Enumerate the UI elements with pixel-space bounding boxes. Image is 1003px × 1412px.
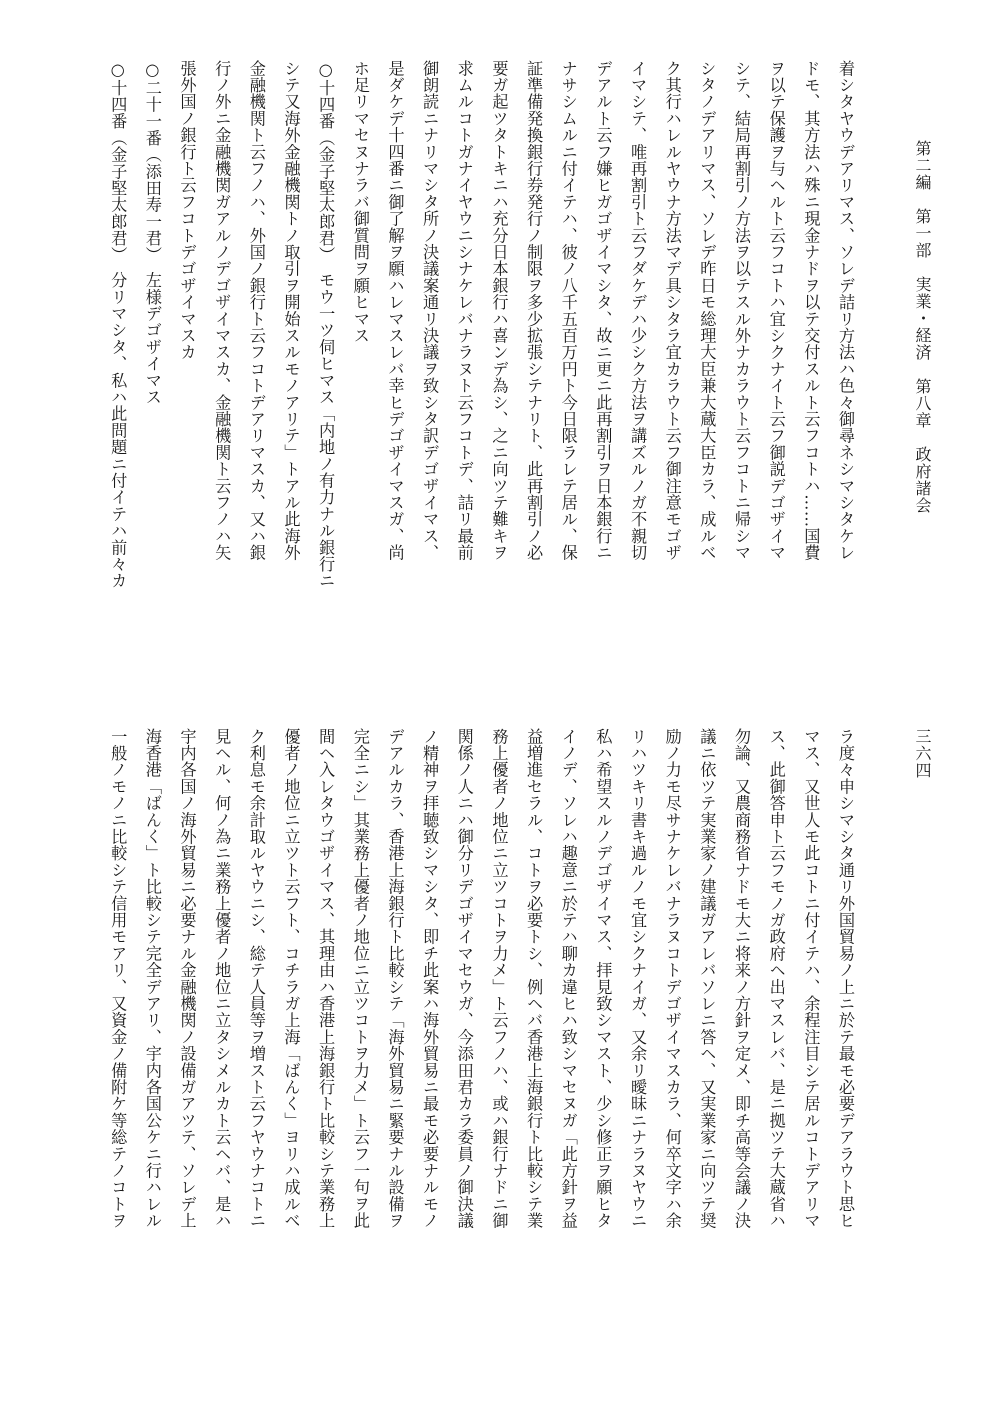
text-column: 勿論、又農商務省ナドモ大ニ将来ノ方針ヲ定メ、即チ高等会議ノ決 xyxy=(732,728,752,1229)
page-number: 三六四 xyxy=(913,728,932,779)
text-column: シテ、結局再割引ノ方法ヲ以テスル外ナカラウト云フコトニ帰シマ xyxy=(732,60,752,561)
speaker-line: ○十四番（金子堅太郎君） 分リマシタ、私ハ此問題ニ付イテハ前々カ xyxy=(108,60,128,590)
text-column: 間ヘ入レタウゴザイマス、其理由ハ香港上海銀行ト比較シテ業務上 xyxy=(316,728,336,1229)
text-column: 私ハ希望スルノデゴザイマス、拝見致シマスト、少シ修正ヲ願ヒタ xyxy=(593,728,613,1229)
text-column: デアルカラ、香港上海銀行ト比較シテ「海外貿易ニ緊要ナル設備ヲ xyxy=(385,728,405,1229)
text-column: ス、此御答申ト云フモノガ政府ヘ出マスレバ、是ニ拠ツテ大蔵省ハ xyxy=(766,728,786,1229)
text-column: 議ニ依ツテ実業家ノ建議ガアレバソレニ答ヘ、又実業家ニ向ツテ奨 xyxy=(697,728,717,1229)
text-column: 証準備発換銀行券発行ノ制限ヲ多少拡張シテナリト、此再割引ノ必 xyxy=(524,60,544,561)
text-column: 要ガ起ツタトキニハ充分日本銀行ハ喜ンデ為シ、之ニ向ツテ難キヲ xyxy=(489,60,509,561)
text-column: 務上優者ノ地位ニ立ツコトヲ力メ」ト云フノハ、或ハ銀行ナドニ御 xyxy=(489,728,509,1229)
text-column: ドモ、其方法ハ殊ニ現金ナドヲ以テ交付スルト云フコトハ……国費 xyxy=(801,60,821,561)
speaker-line: ○十四番（金子堅太郎君） モウ一ツ伺ヒマス「内地ノ有力ナル銀行ニ xyxy=(316,60,336,590)
text-column: 宇内各国ノ海外貿易ニ必要ナル金融機関ノ設備ガアツテ、ソレデ上 xyxy=(177,728,197,1229)
text-column: ク利息モ余計取ルヤウニシ、総テ人員等ヲ増スト云フヤウナコトニ xyxy=(246,728,266,1229)
lower-text-block xyxy=(72,728,862,1348)
text-column: 行ノ外ニ金融機関ガアルノデゴザイマスカ、金融機関ト云フノハ矢 xyxy=(212,60,232,561)
text-column: ホ足リマセヌナラバ御質問ヲ願ヒマス xyxy=(350,60,370,344)
text-column: 一般ノモノニ比較シテ信用モアリ、又資金ノ備附ケ等総テノコトヲ xyxy=(108,728,128,1229)
upper-text-block xyxy=(72,60,862,680)
text-column: ノ精神ヲ拝聴致シマシタ、即チ此案ハ海外貿易ニ最モ必要ナルモノ xyxy=(420,728,440,1229)
text-column: 張外国ノ銀行ト云フコトデゴザイマスカ xyxy=(177,60,197,361)
text-column: マス、又世人モ此コトニ付イテハ、余程注目シテ居ルコトデアリマ xyxy=(801,728,821,1229)
text-column: 益増進セラル、コトヲ必要トシ、例ヘバ香港上海銀行ト比較シテ業 xyxy=(524,728,544,1229)
text-column: リハツキリ書キ過ルノモ宜シクナイガ、又余リ曖昧ニナラヌヤウニ xyxy=(628,728,648,1229)
text-column: シタノデアリマス、ソレデ昨日モ総理大臣兼大蔵大臣カラ、成ルベ xyxy=(697,60,717,561)
text-column: 関係ノ人ニハ御分リデゴザイマセウガ、今添田君カラ委員ノ御決議 xyxy=(454,728,474,1229)
text-column: 海香港「ばんく」ト比較シテ完全デアリ、宇内各国公ケニ行ハレル xyxy=(142,728,162,1229)
text-column: イノデ、ソレハ趣意ニ於テハ聊カ違ヒハ致シマセヌガ「此方針ヲ益 xyxy=(558,728,578,1229)
text-column: 優者ノ地位ニ立ツト云フト、コチラガ上海「ばんく」ヨリハ成ルベ xyxy=(281,728,301,1229)
text-column: ヲ以テ保護ヲ与ヘルト云フコトハ宜シクナイト云フ御説デゴザイマ xyxy=(766,60,786,561)
text-column: 見ヘル、何ノ為ニ業務上優者ノ地位ニ立タシメルカト云ヘバ、是ハ xyxy=(212,728,232,1229)
text-column: 完全ニシ」其業務上優者ノ地位ニ立ツコトヲ力メ」ト云フ一句ヲ此 xyxy=(350,728,370,1229)
running-head: 第二編 第一部 実業・経済 第八章 政府諸会 xyxy=(913,140,932,514)
text-column: 御朗読ニナリマシタ所ノ決議案通リ決議ヲ致シタ訳デゴザイマス、 xyxy=(420,60,440,561)
speaker-line: ○二十一番（添田寿一君） 左様デゴザイマス xyxy=(142,60,162,406)
text-column: 励ノ力モ尽サナケレバナラヌコトデゴザイマスカラ、何卒文字ハ余 xyxy=(662,728,682,1229)
text-column: 着シタヤウデアリマス、ソレデ詰リ方法ハ色々御尋ネシマシタケレ xyxy=(836,60,855,561)
text-column: デアルト云フ嫌ヒガゴザイマシタ、故ニ更ニ此再割引ヲ日本銀行ニ xyxy=(593,60,613,561)
text-column: 金融機関ト云フノハ、外国ノ銀行ト云フコトデアリマスカ、又ハ銀 xyxy=(246,60,266,561)
text-column: ラ度々申シマシタ通リ外国貿易ノ上ニ於テ最モ必要デアラウト思ヒ xyxy=(836,728,855,1229)
text-column: イマシテ、唯再割引ト云フダケデハ少シク方法ヲ講ズルノガ不親切 xyxy=(628,60,648,561)
text-column: ク其行ハレルヤウナ方法マデ具シタラ宜カラウト云フ御注意モゴザ xyxy=(662,60,682,561)
text-column: 求ムルコトガナイヤウニシナケレバナラヌト云フコトデ、詰リ最前 xyxy=(454,60,474,561)
text-column: 是ダケデ十四番ニ御了解ヲ願ハレマスレバ幸ヒデゴザイマスガ、尚 xyxy=(385,60,405,561)
text-column: ナサシムルニ付イテハ、彼ノ八千五百万円ト今日限ラレテ居ル、保 xyxy=(558,60,578,561)
text-column: シテ又海外金融機関トノ取引ヲ開始スルモノアリテ」トアル此海外 xyxy=(281,60,301,561)
